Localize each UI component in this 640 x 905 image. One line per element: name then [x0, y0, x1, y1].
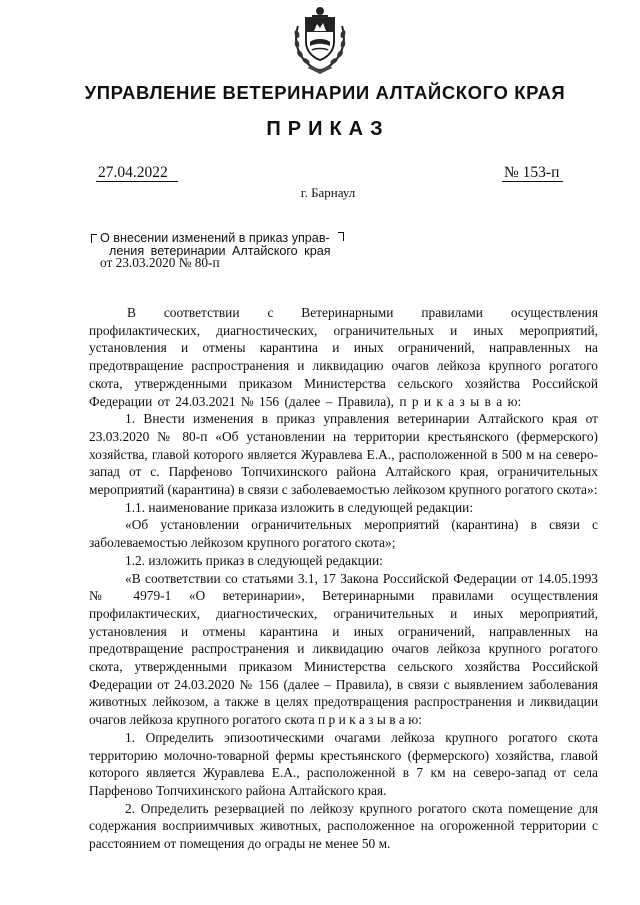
body-paragraph: 1.1. наименование приказа изложить в следующей редакции: [125, 499, 474, 515]
subject-line: от 23.03.2020 № 80-п [100, 255, 220, 270]
subject-line: О внесении изменений в приказ управ- [100, 231, 330, 245]
subject-line: ления ветеринарии Алтайского края [109, 243, 331, 258]
document-city: г. Барнаул [300, 185, 356, 200]
body-paragraph: «Об установлении ограничительных мероприятий (карантина) в связи с заболеваемостью лейкозом крупного рогатого скота»; [89, 517, 598, 551]
body-paragraph: 1. Определить эпизоотическими очагами лейкоза крупного рогатого скота территорию молочно-товарной фермы крестьянского (фермерского) хозяйства, главой которого является Журавлева Е.А., расположенной в 7 км на северо-запад от села Парфеново Топчихинского района Алтайского края. [89, 729, 598, 798]
body-paragraph: 1. Внести изменения в приказ управления ветеринарии Алтайского края от 23.03.2020 № 80-п «Об установлении на территории крестьянского (фермерского) хозяйства, главой которого является Журавлева Е.А., расположенной в 500 м на северо-запад от с. Парфеново Топчихинского района Алтайского края, ограничительных мероприятий (карантина) в связи с заболеваемостью лейкозом крупного рогатого скота»: [89, 411, 598, 498]
body-paragraph: В соответствии с Ветеринарными правилами осуществления профилактических, диагностических, ограничительных и иных мероприятий, установления и отмены карантина и иных ограничений, направленных на предотвращение распространения и ликвидацию очагов лейкоза крупного рогатого скота, утвержденными приказом Министерства сельского хозяйства Российской Федерации от 24.03.2021 № 156 (далее – Правила), п р и к а з ы в а ю: [89, 305, 598, 409]
document-body [89, 304, 598, 853]
document-date: 27.04.2022 [96, 164, 178, 182]
coat-of-arms-icon [288, 4, 352, 76]
body-paragraph: «В соответствии со статьями 3.1, 17 Закона Российской Федерации от 14.05.1993 № 4979-1 «О ветеринарии», Ветеринарными правилами осуществления профилактических, диагностических, ограничительных и иных мероприятий, установления и отмены карантина и иных ограничений, направленных на предотвращение распространения и ликвидацию очагов лейкоза крупного рогатого скота, утвержденными приказом Министерства сельского хозяйства Российской Федерации от 24.03.2020 № 156 (далее – Правила), в связи с выявлением заболевания животных лейкозом, а также в целях предотвращения распространения и ликвидации очагов лейкоза крупного рогатого скота п р и к а з ы в а ю: [89, 570, 598, 728]
body-paragraph: 2. Определить резервацией по лейкозу крупного рогатого скота помещение для содержания восприимчивых животных, расположенное на огороженной территории с расстоянием от помещения до ограды не менее 50 м. [89, 800, 598, 852]
document-number: № 153-п [502, 164, 563, 182]
organization-title: УПРАВЛЕНИЕ ВЕТЕРИНАРИИ АЛТАЙСКОГО КРАЯ [84, 82, 566, 103]
document-subject [96, 232, 358, 270]
body-paragraph: 1.2. изложить приказ в следующей редакции: [125, 552, 383, 568]
document-type-heading: ПРИКАЗ [266, 118, 390, 140]
